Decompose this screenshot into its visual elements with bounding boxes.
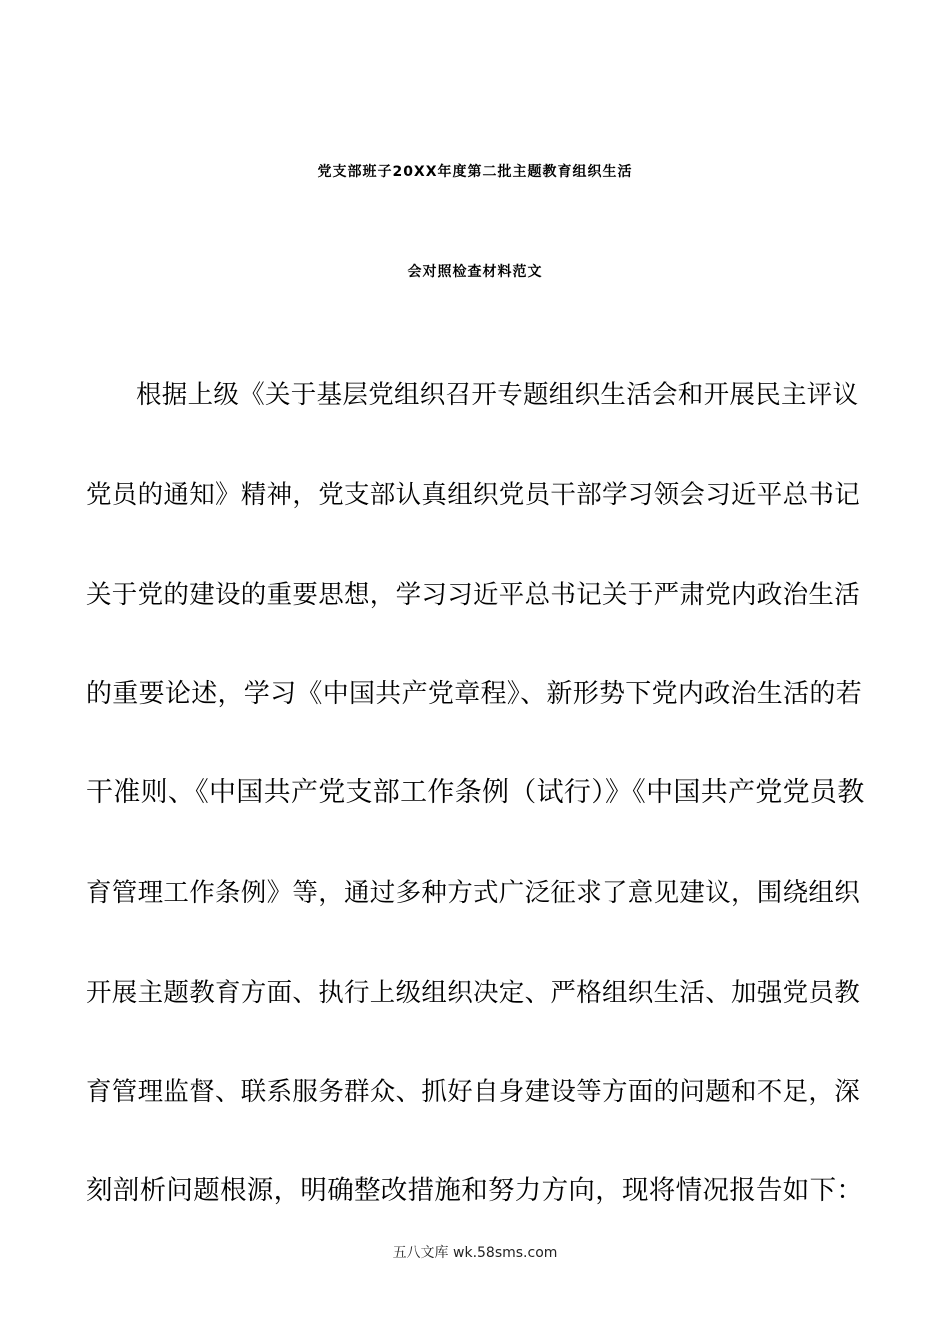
footer-watermark: 五八文库 wk.58sms.com (392, 1245, 558, 1261)
body-text-line-1: 根据上级《关于基层党组织召开专题组织生活会和开展民主评议 (136, 380, 859, 410)
body-text-line-7: 开展主题教育方面、执行上级组织决定、严格组织生活、加强党员教 (86, 978, 861, 1008)
body-text-line-3: 关于党的建设的重要思想，学习习近平总书记关于严肃党内政治生活 (86, 580, 861, 610)
document-title-line-1: 党支部班子20XX年度第二批主题教育组织生活 (317, 164, 633, 180)
document-title-line-2: 会对照检查材料范文 (407, 264, 543, 280)
body-text-line-4: 的重要论述，学习《中国共产党章程》、新形势下党内政治生活的若 (86, 679, 863, 709)
body-text-line-5: 干准则、《中国共产党支部工作条例（试行）》《中国共产党党员教 (86, 777, 865, 808)
body-text-line-2: 党员的通知》精神，党支部认真组织党员干部学习领会习近平总书记 (86, 480, 861, 510)
body-text-line-9: 刻剖析问题根源，明确整改措施和努力方向，现将情况报告如下： (86, 1175, 864, 1206)
body-text-line-6: 育管理工作条例》等，通过多种方式广泛征求了意见建议，围绕组织 (86, 878, 861, 908)
body-text-line-8: 育管理监督、联系服务群众、抓好自身建设等方面的问题和不足，深 (86, 1077, 861, 1107)
